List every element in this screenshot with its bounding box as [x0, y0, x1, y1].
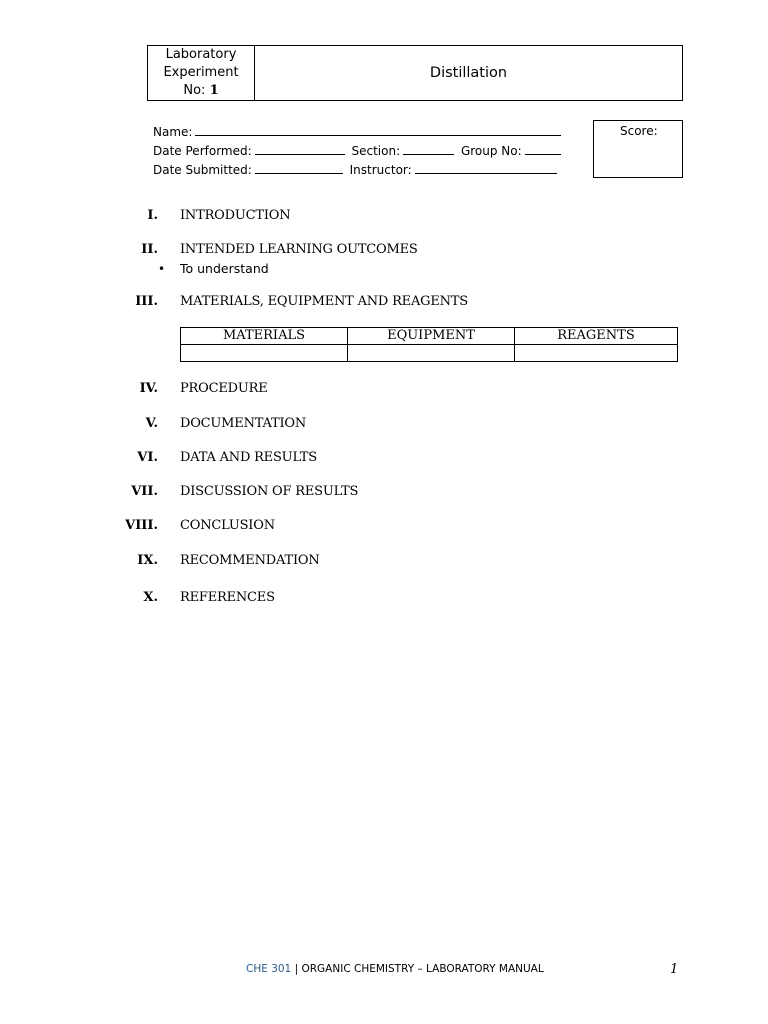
section-number-8: VIII. — [125, 518, 158, 533]
section-number-2: II. — [141, 242, 158, 257]
reagents-header: REAGENTS — [515, 328, 678, 345]
page-footer — [246, 963, 544, 975]
section-blank[interactable] — [403, 141, 454, 155]
section-number-9: IX. — [137, 553, 158, 568]
section-title-materials: MATERIALS, EQUIPMENT AND REAGENTS — [180, 294, 468, 309]
experiment-title: Distillation — [429, 65, 508, 81]
table-header-row — [181, 328, 678, 345]
date-performed-line — [153, 141, 564, 159]
section-title-learning-outcomes: INTENDED LEARNING OUTCOMES — [180, 242, 418, 257]
date-submitted-line — [153, 160, 560, 178]
date-performed-label: Date Performed: — [153, 144, 252, 158]
section-number-5: V. — [145, 416, 158, 431]
date-submitted-blank[interactable] — [255, 160, 343, 174]
section-label: Section: — [351, 144, 401, 158]
score-label: Score: — [620, 124, 658, 138]
section-title-recommendation: RECOMMENDATION — [180, 553, 320, 568]
section-title-discussion: DISCUSSION OF RESULTS — [180, 484, 359, 499]
section-number-6: VI. — [137, 450, 158, 465]
section-number-3: III. — [135, 294, 158, 309]
page-number: 1 — [670, 962, 679, 977]
experiment-label-line-1: Laboratory — [165, 47, 237, 62]
date-performed-blank[interactable] — [255, 141, 345, 155]
experiment-label-line-2: Experiment — [163, 65, 239, 80]
section-number-10: X. — [143, 590, 158, 605]
section-number-7: VII. — [131, 484, 158, 499]
section-title-documentation: DOCUMENTATION — [180, 416, 307, 431]
experiment-no-label: No: — [183, 83, 206, 98]
equipment-header: EQUIPMENT — [348, 328, 515, 345]
instructor-label: Instructor: — [349, 163, 412, 177]
experiment-number: 1 — [209, 83, 219, 98]
equipment-cell[interactable] — [348, 345, 515, 362]
outcome-item: To understand — [180, 261, 269, 276]
materials-header: MATERIALS — [181, 328, 348, 345]
section-number-1: I. — [147, 208, 158, 223]
section-number-4: IV. — [139, 381, 158, 396]
reagents-cell[interactable] — [515, 345, 678, 362]
manual-title: ORGANIC CHEMISTRY – LABORATORY MANUAL — [301, 963, 544, 975]
date-submitted-label: Date Submitted: — [153, 163, 252, 177]
score-box[interactable] — [593, 120, 683, 178]
materials-table — [180, 327, 678, 362]
table-row — [181, 345, 678, 362]
materials-cell[interactable] — [181, 345, 348, 362]
course-code: CHE 301 — [246, 963, 292, 975]
section-title-procedure: PROCEDURE — [180, 381, 268, 396]
group-blank[interactable] — [525, 141, 561, 155]
name-blank[interactable] — [195, 122, 561, 136]
footer-separator: | — [294, 963, 299, 975]
group-label: Group No: — [460, 144, 522, 158]
experiment-header — [147, 45, 683, 101]
section-title-data-results: DATA AND RESULTS — [180, 450, 317, 465]
section-title-references: REFERENCES — [180, 590, 275, 605]
section-title-introduction: INTRODUCTION — [180, 208, 291, 223]
name-label: Name: — [153, 125, 193, 139]
experiment-number-cell — [148, 46, 255, 100]
experiment-label-line-3 — [183, 82, 218, 100]
bullet-icon: • — [158, 262, 166, 276]
section-title-conclusion: CONCLUSION — [180, 518, 275, 533]
instructor-blank[interactable] — [415, 160, 557, 174]
name-line — [153, 122, 564, 140]
